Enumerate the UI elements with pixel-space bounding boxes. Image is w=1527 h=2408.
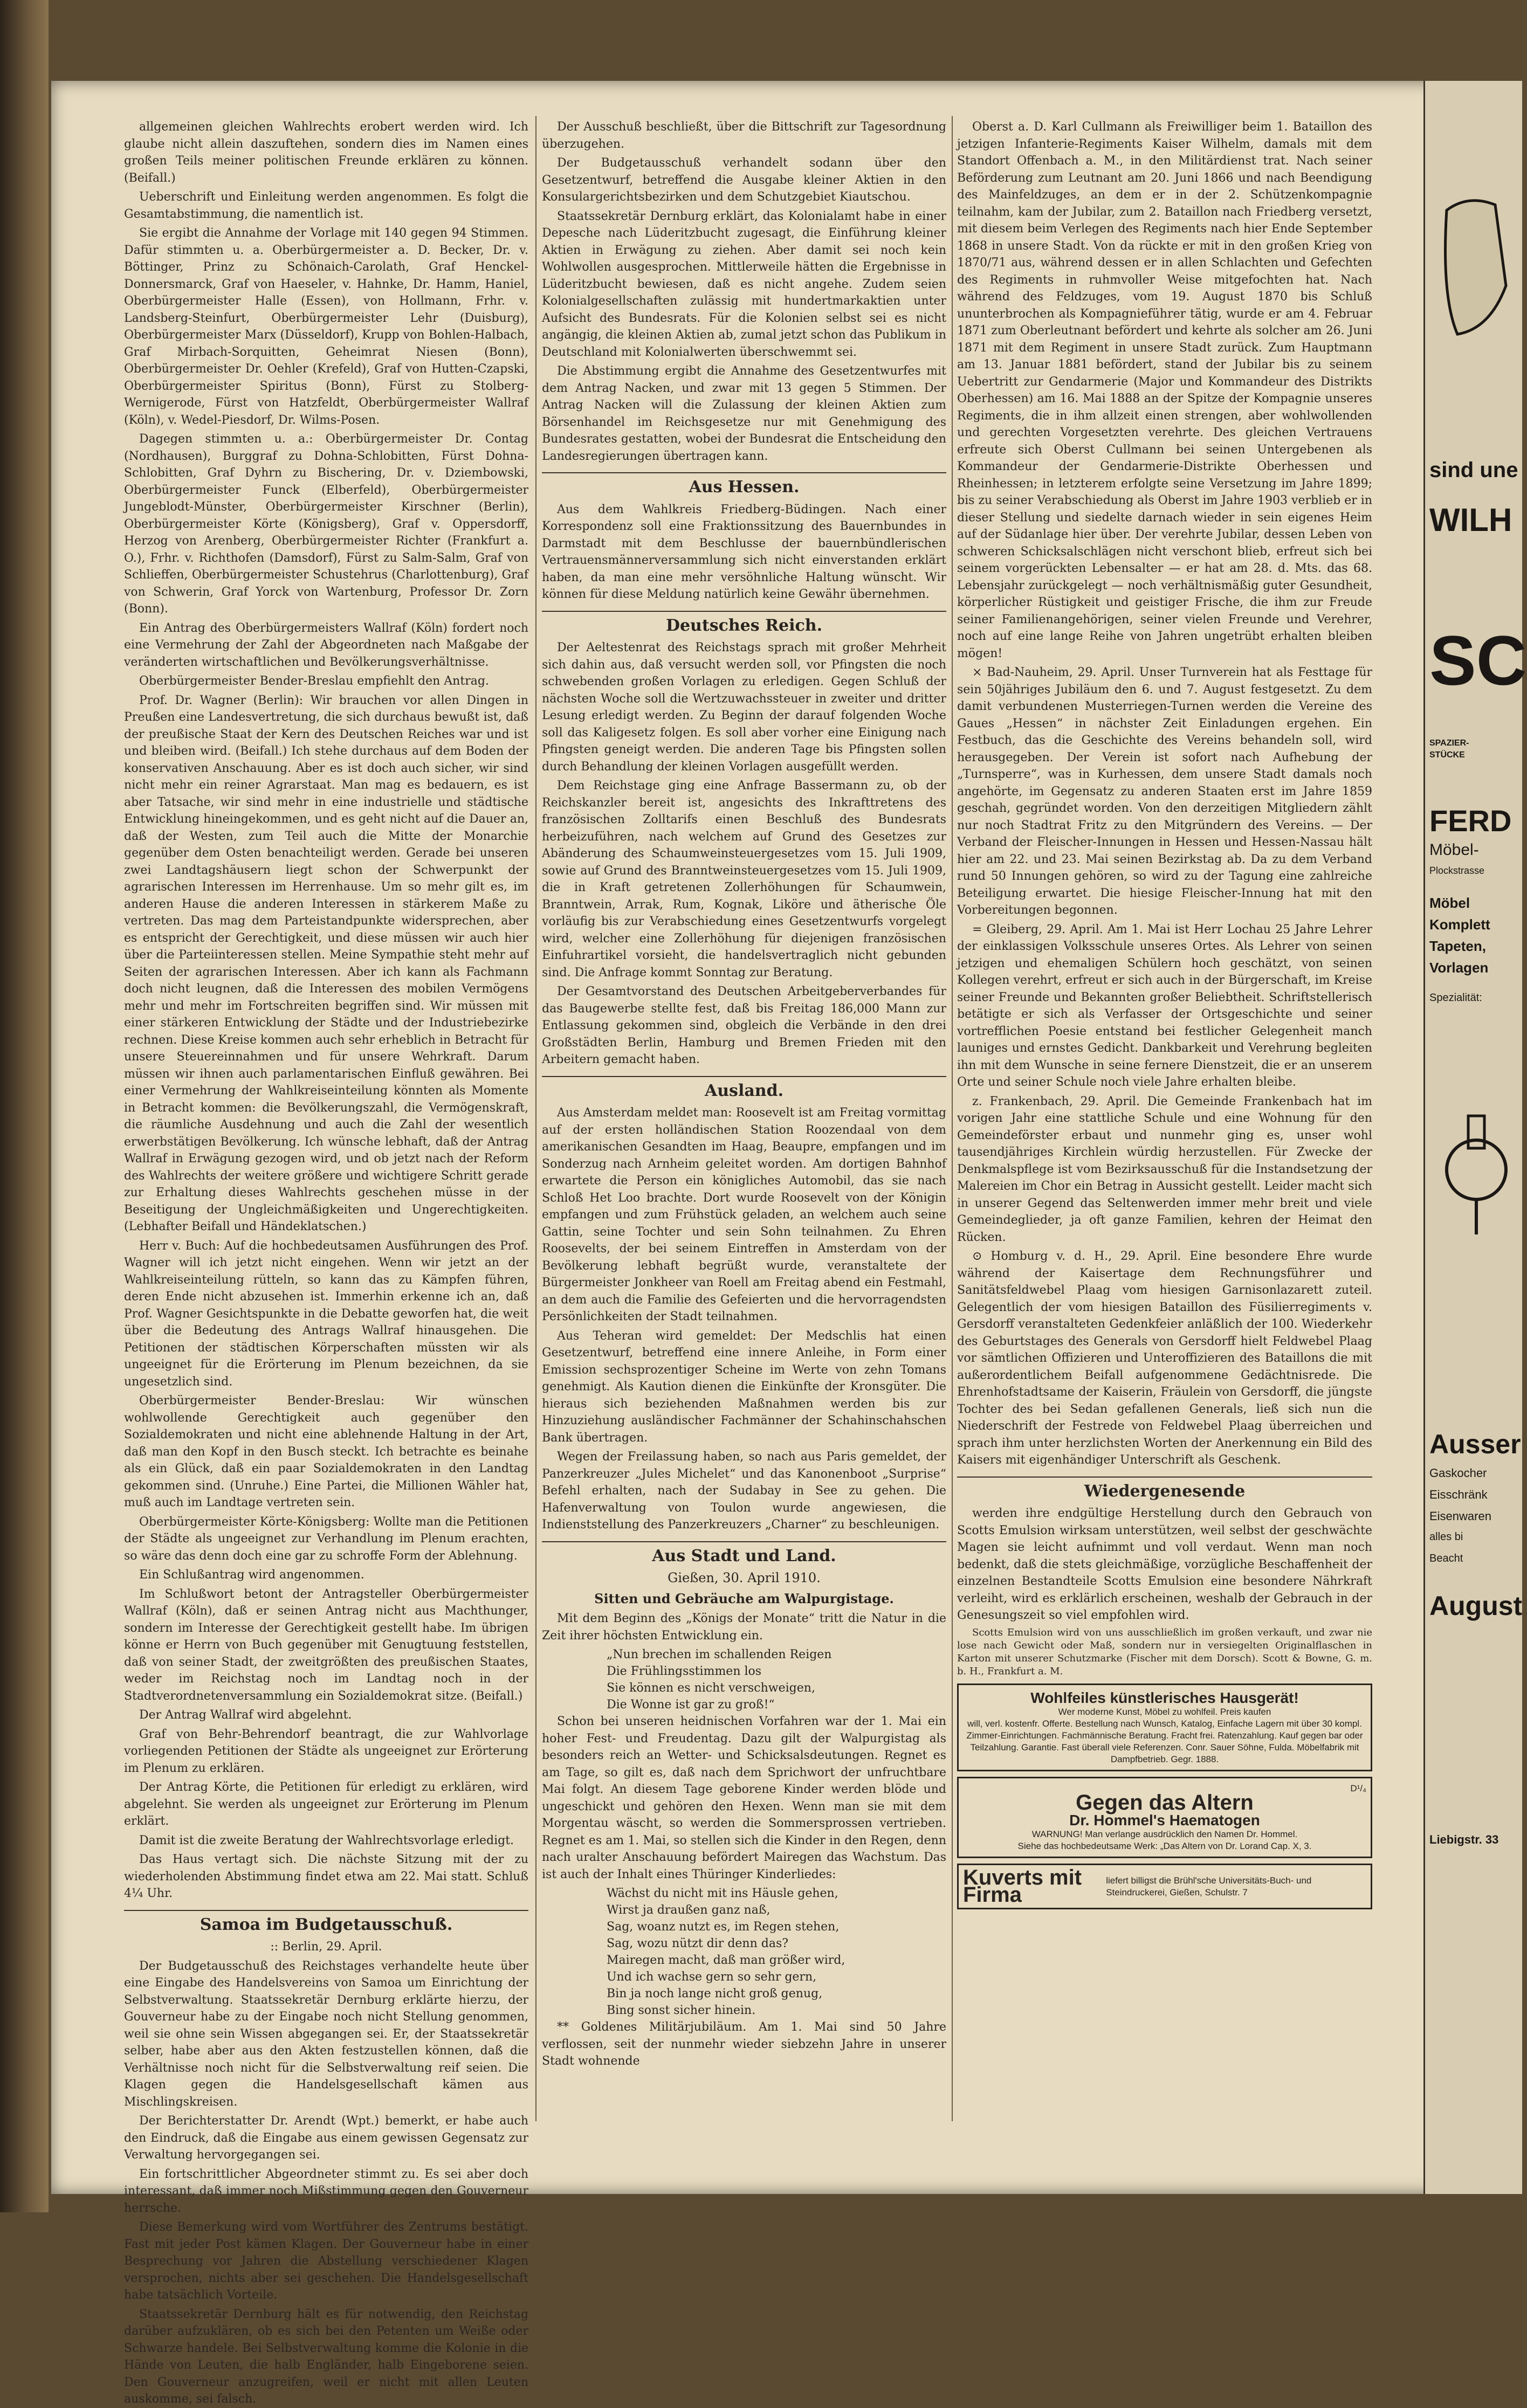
paragraph: Der Budgetausschuß des Reichstages verhandelte heute über eine Eingabe des Handelsvereins von Samoa um Einrichtung der Selbstverwaltung. Staatssekretär Dernburg erklärte hierzu, der Gouverneur habe zu der Eingabe noch nicht Stellung genommen, weil sie ohne sein Wissen abgegangen sei. Er, der Staatssekretär selber, habe aber aus den Akten festzustellen können, daß die Verhältnisse noch nicht für die Selbstverwaltung reif seien. Die Klagen gegen die Handelsgesellschaft kämen aus Mischlingskreisen.	[124, 1959, 528, 2109]
ad-fragment: SC	[1429, 621, 1527, 700]
ad-fragment: August	[1429, 1591, 1523, 1621]
ad-fragment: STÜCKE	[1429, 750, 1465, 760]
paragraph: Oberbürgermeister Bender-Breslau empfiehlt den Antrag.	[139, 674, 489, 688]
poem-line: Sag, woanz nutzt es, im Regen stehen,	[607, 1920, 840, 1934]
paragraph: Prof. Dr. Wagner (Berlin): Wir brauchen vor allen Dingen in Preußen eine Landesvertretung, die sich durchaus bewußt ist, daß der preußische Staat der Kern des Deutschen Reiches war und ist und bleiben wird. (Beifall.) Ich stehe durchaus auf dem Boden der konservativen Anschauung. Aber es ist doch auch sicher, wir sind nicht mehr ein reiner Agrarstaat. Man mag es bedauern, es ist aber Tatsache, wir sind mehr in eine industrielle und städtische Entwicklung hineingekommen, und es geht nicht auf die Dauer an, daß der Westen, zum Teil auch die Mitte der Monarchie gegenüber dem Osten benachteiligt werden. Gerade bei unseren zwei Landtagshäusern liegt schon der Schwerpunkt der agrarischen Interessen im Herrenhause. Um so mehr gilt es, im anderen Hause die anderen Interessen in stärkerem Maße zu vertreten. Das mag dem Parteistandpunkte widersprechen, aber es entspricht der Gerechtigkeit, und diese müssen wir auch hier über die Parteiinteressen stellen. Meine Sympathie steht mehr auf Seiten der agrarischen Interessen. Aber ich kann als Fachmann doch nicht leugnen, daß die Interessen des mobilen Vermögens mehr und mehr im Fortschreiten begriffen sind. Wir müssen mit einer stärkeren Entwicklung der Städte und der Industriebezirke rechnen. Diese Kreise kommen auch sehr erheblich in Betracht für unsere Steuereinnahmen und für unsere Wehrkraft. Darum müssen wir ihnen auch parlamentarischen Einfluß gewähren. Bei einer Vermehrung der Wahlkreiseinteilung könnten als Momente in Betracht kommen: die Bevölkerungszahl, die Vermögenskraft, die räumliche Ausdehnung und auch die Zahl der wesentlich erwerbstätigen Bevölkerung. Ich wünsche lebhaft, daß der Antrag Wallraf in Erwägung gezogen wird, und ob jetzt nach der Reform des Wahlrechts der weitere größere und wichtigere Schritt gerade zur Erhaltung dieses Wahlrechts geschehen müsse in der Beseitigung der Ungleichmäßigkeiten und Ungerechtigkeiten. (Lebhafter Beifall und Händeklatschen.)	[124, 693, 528, 1233]
column-3	[957, 119, 1372, 2124]
dateline: Gießen, 30. April 1910.	[668, 1570, 821, 1585]
ad-fragment: Beacht	[1429, 1553, 1463, 1564]
ad-fragment: sind une	[1429, 458, 1518, 482]
ad-fragment: Eisschränk	[1429, 1488, 1488, 1501]
ad-title: Gegen das Altern	[1076, 1791, 1254, 1814]
paragraph: Ueberschrift und Einleitung werden angenommen. Es folgt die Gesamtabstimmung, die namentlich ist.	[124, 190, 528, 221]
poem-line: Die Wonne ist gar zu groß!“	[607, 1698, 775, 1712]
paragraph: Wegen der Freilassung haben, so nach aus Paris gemeldet, der Panzerkreuzer „Jules Michelet“ und das Kanonenboot „Surprise“ Befehl erhalten, nach der Sudabay in See zu gehen. Die Hafenverwaltung von Toulon wurde angewiesen, die Indienststellung des Panzerkreuzers „Charner“ zu beschleunigen.	[542, 1450, 946, 1531]
section-heading-wiedergenesende: Wiedergenesende	[957, 1476, 1372, 1500]
paragraph: Damit ist die zweite Beratung der Wahlrechtsvorlage erledigt.	[139, 1833, 514, 1847]
adjacent-page-ads	[1423, 81, 1527, 2194]
column-rule-1	[535, 116, 536, 2121]
poem-line: Sag, wozu nützt dir denn das?	[607, 1937, 789, 1950]
ad-fragment: FERD	[1429, 804, 1512, 838]
ad-fragment: Tapeten,	[1429, 938, 1486, 954]
ad-fragment: Spezialität:	[1429, 992, 1482, 1004]
paragraph: Die Abstimmung ergibt die Annahme des Gesetzentwurfes mit dem Antrag Nacken, und zwar mit 13 gegen 5 Stimmen. Der Antrag Nacken will die Zulassung der kleinen Aktien zum Börsenhandel im Reichsgesetze nur mit Genehmigung des Bundesrates gestatten, wobei der Bundesrat die Entscheidung den Landesregierungen übertragen kann.	[542, 364, 946, 463]
ad-text: liefert billigst die Brühl'sche Universitäts-Buch- und Steindruckerei, Gießen, Schulstr. 7	[1106, 1875, 1312, 1898]
section-heading-stadt: Aus Stadt und Land.	[542, 1541, 946, 1565]
ad-fragment: alles bi	[1429, 1531, 1463, 1543]
section-heading-hessen: Aus Hessen.	[542, 472, 946, 496]
poem	[542, 1885, 946, 2019]
poem-line: „Nun brechen im schallenden Reigen	[607, 1648, 832, 1661]
paragraph: Der Aeltestenrat des Reichstags sprach mit großer Mehrheit sich dahin aus, daß versucht werden soll, vor Pfingsten die noch schwebenden großen Vorlagen zu erledigen. Gegen Schluß der nächsten Woche soll die Wertzuwachssteuer in zweiter und dritter Lesung erledigt werden. Zu Beginn der darauf folgenden Woche soll das Kaligesetz folgen. Es soll aber vorher eine Einigung nach Pfingsten geneigt werden. Die anderen Tage bis Pfingsten sollen durch Behandlung der kleinen Vorlagen ausgefüllt werden.	[542, 641, 946, 774]
paragraph: Der Antrag Körte, die Petitionen für erledigt zu erklären, wird abgelehnt. Sie werden als ungeeignet zur Erörterung im Plenum erklärt.	[124, 1781, 528, 1828]
paragraph: Ein fortschrittlicher Abgeordneter stimmt zu. Es sei aber doch interessant, daß immer noch Mißstimmung gegen den Gouverneur herrsche.	[124, 2167, 528, 2215]
paragraph: Aus Teheran wird gemeldet: Der Medschlis hat einen Gesetzentwurf, betreffend eine innere Anleihe, in Form einer Emission sechsprozentiger Scheine im Werte von zehn Tomans genehmigt. Als Kaution dienen die Einkünfte der Kronsgüter. Die hieraus sich beziehenden Maßnahmen werden bis zur Hinzuziehung ausländischer Fachmänner der Schahinschahschen Bank übertragen.	[542, 1329, 946, 1445]
paragraph: Mit dem Beginn des „Königs der Monate“ tritt die Natur in die Zeit ihrer höchsten Entwicklung ein.	[542, 1612, 946, 1643]
paragraph: Ein Schlußantrag wird angenommen.	[139, 1568, 364, 1582]
paragraph: Der Ausschuß beschließt, über die Bittschrift zur Tagesordnung überzugehen.	[542, 120, 946, 151]
paragraph: Oberbürgermeister Körte-Königsberg: Wollte man die Petitionen der Städte als ungeeignet zur Verhandlung im Plenum erachten, so wäre das denn doch eine gar zu schroffe Form der Ablehnung.	[124, 1515, 528, 1563]
poem	[542, 1646, 946, 1713]
dateline: :: Berlin, 29. April.	[270, 1940, 382, 1954]
paragraph: Graf von Behr-Behrendorf beantragt, die zur Wahlvorlage vorliegenden Petitionen der Städte als ungeeignet zur Erörterung im Plenum zu erklären.	[124, 1727, 528, 1775]
paragraph: werden ihre endgültige Herstellung durch den Gebrauch von Scotts Emulsion wirksam unterstützen, weil selbst der geschwächte Magen sie leicht aufnimmt und voll verdaut. Wenn man noch bedenkt, daß die stets gleichmäßige, vorzügliche Beschaffenheit der einzelnen Bestandteile Scotts Emulsion eine besondere Nährkraft verleiht, wird es erklärlich erscheinen, weshalb der Gebrauch in der Genesungszeit so viel empfohlen wird.	[957, 1507, 1372, 1622]
paragraph: Der Gesamtvorstand des Deutschen Arbeitgeberverbandes für das Baugewerbe stellte fest, daß bis Freitag 186,000 Mann zur Entlassung gekommen sind, obgleich die Verbände in den drei Großstädten Berlin, Hamburg und Bremen Frieden mit den Arbeitern gemacht haben.	[542, 985, 946, 1066]
ad-fragment: Möbel-	[1429, 841, 1479, 859]
paragraph: Oberst a. D. Karl Cullmann als Freiwilliger beim 1. Bataillon des jetzigen Infanterie-Regiments Kaiser Wilhelm, damals mit dem Standort Offenbach a. M., in den Militärdienst trat. Nach seiner Beförderung zum Leutnant am 20. Juni 1866 und nach Beendigung des Mainfeldzuges, an dem er in der 2. Schützenkompagnie teilnahm, kam der Jubilar, zum 2. Bataillon nach Friedberg versetzt, mit diesem beim Verlegen des Regiments nach hier Ende September 1868 in unsere Stadt. Von da rückte er mit in den großen Krieg von 1870/71 aus, während dessen er in allen Schlachten und Gefechten des Regiments in ruhmvoller Weise mitgefochten hat. Nach während des Feldzuges, vom 19. August 1870 bis Schluß ununterbrochen als Kompagnieführer tätig, wurde er am 4. Februar 1871 zum Oberleutnant befördert und kehrte als solcher am 26. Juni 1871 mit dem Regiment in unsere Stadt zurück. Zum Hauptmann am 13. Januar 1881 befördert, stand der Jubilar bis zu seinem Uebertritt zur Gendarmerie (Major und Kommandeur des Distrikts Oberhessen) am 16. Mai 1888 an der Spitze der Kompagnie unseres Regiments, die in ihm allzeit einen strengen, aber wohlwollenden und gerechten Vorgesetzten verehrte. Des gleichen Vertrauens erfreute sich Oberst Cullmann bei seinen Untergebenen als Kommandeur der Gendarmerie-Distrikte Oberhessen und Rheinhessen; in letzterem erfolgte seine Versetzung im Jahre 1899; bis zu seiner Verabschiedung als Oberst im Jahre 1903 verblieb er in dieser Stellung und siedelte darnach wieder in sein eigenes Heim auf der Südanlage hier über. Der verehrte Jubilar, dessen Leben von schweren Schicksalschlägen nicht verschont blieb, erfreut sich bei seinem vorgerückten Lebensalter — er hat am 28. d. Mts. das 68. Lebensjahr zurückgelegt — noch verhältnismäßig guter Gesundheit, körperlicher Rüstigkeit und geistiger Frische, die ihm zur Freude seiner Familienangehörigen, seiner vielen Freunde und Verehrer, noch auf eine lange Reihe von Jahren ungetrübt erhalten bleiben mögen!	[957, 120, 1372, 660]
meat-grinder-illustration-icon	[1436, 1105, 1517, 1245]
paragraph: Diese Bemerkung wird vom Wortführer des Zentrums bestätigt. Fast mit jeder Post kämen Klagen. Der Gouverneur habe in einer Besprechung vor Jahren die Abstellung verschiedener Klagen versprochen, nichts aber sei geschehen. Die Handelsgesellschaft habe tatsächlich Vorteile.	[124, 2220, 528, 2302]
paragraph: Scotts Emulsion wird von uns ausschließlich im großen verkauft, und zwar nie lose nach Gewicht oder Maß, sondern nur in versiegelten Originalflaschen in Karton mit unserer Schutzmarke (Fischer mit dem Dorsch). Scott & Bowne, G. m. b. H., Frankfurt a. M.	[957, 1626, 1372, 1677]
shoe-illustration-icon	[1436, 189, 1517, 350]
ad-fragment: SPAZIER-	[1429, 739, 1469, 748]
poem-line: Wächst du nicht mit ins Häusle gehen,	[607, 1887, 838, 1900]
paragraph: Sie ergibt die Annahme der Vorlage mit 140 gegen 94 Stimmen. Dafür stimmten u. a. Oberbürgermeister a. D. Becker, Dr. v. Böttinger, Prinz zu Schönaich-Carolath, Graf Henckel-Donnersmarck, Graf von Haeseler, v. Hahnke, Dr. Hamm, Haniel, Oberbürgermeister Halle (Essen), von Hollmann, Frhr. v. Landsberg-Steinfurt, Oberbürgermeister Lehr (Duisburg), Oberbürgermeister Marx (Düsseldorf), Krupp von Bohlen-Halbach, Graf Mirbach-Sorquitten, Geheimrat Niesen (Bonn), Oberbürgermeister Dr. Oehler (Krefeld), Graf von Hutten-Czapski, Oberbürgermeister Spiritus (Bonn), Fürst zu Stolberg-Wernigerode, Fürst von Hatzfeldt, Oberbürgermeister Wallraf (Köln), v. Wedel-Piesdorf, Dr. Wilms-Posen.	[124, 226, 528, 427]
paragraph: Dem Reichstage ging eine Anfrage Bassermann zu, ob der Reichskanzler bereit ist, angesichts des Inkrafttretens des französischen Zolltarifs einen Beschluß des Bundesrats herbeizuführen, nach welchem auf Grund des Gesetzes zur Abänderung des Schaumweinsteuergesetzes vom 15. Juli 1909, sowie auf Grund des Branntweinsteuergesetzes vom 15. Juli 1909, die in Kraft getretenen Zollerhöhungen für Schaumwein, Branntwein, Arrak, Rum, Kognak, Liköre und ätherische Öle vorläufig bis zur Verabschiedung eines Gesetzentwurfs vorgelegt wird, welcher eine Zollerhöhung für diejenigen französischen Einfuhrartikel vorsieht, die handelsvertraglich nicht gebunden sind. Die Anfrage kommt Sonntag zur Beratung.	[542, 779, 946, 979]
ad-title: Kuverts mit Firma	[963, 1866, 1082, 1907]
advertisement-haematogen	[957, 1777, 1372, 1858]
column-1	[124, 119, 528, 2406]
paragraph: ** Goldenes Militärjubiläum. Am 1. Mai sind 50 Jahre verflossen, seit der nunmehr wieder siebzehn Jahre in unserer Stadt wohnende	[542, 2020, 946, 2068]
ad-fragment: Gaskocher	[1429, 1466, 1487, 1480]
poem-line: Bin ja noch lange nicht groß genug,	[607, 1987, 823, 2000]
ad-fragment: Möbel	[1429, 895, 1470, 911]
paragraph: Im Schlußwort betont der Antragsteller Oberbürgermeister Wallraf (Köln), daß er seinen Antrag nicht aus Machthunger, sondern im Interesse der Gerechtigkeit gestellt habe. Im übrigen könne er Herrn von Buch gegenüber mit Genugtuung feststellen, daß von seiner Stadt, der zweitgrößten des preußischen Staates, weder im Reichstag noch im Landtag noch in der Stadtverordnetenversammlung ein Sozialdemokrat sitze. (Beifall.)	[124, 1587, 528, 1703]
paragraph: Staatssekretär Dernburg hält es für notwendig, den Reichstag darüber aufzuklären, ob es sich bei den Petenten um Weiße oder Schwarze handele. Bei Selbstverwaltung komme die Kolonie in die Hände von Leuten, die halb Engländer, halb Eingeborene seien. Den Gouverneur anzugreifen, weil er nicht mit allen Leuten auskomme, sei falsch.	[124, 2307, 528, 2406]
poem-line: Sie können es nicht verschweigen,	[607, 1681, 815, 1695]
section-heading-reich: Deutsches Reich.	[542, 611, 946, 634]
poem-line: Wirst ja draußen ganz naß,	[607, 1903, 771, 1917]
poem-line: Die Frühlingsstimmen los	[607, 1665, 762, 1678]
paragraph: Aus Amsterdam meldet man: Roosevelt ist am Freitag vormittag auf der ersten holländischen Station Roozendaal von dem amerikanischen Gesandten im Haag, Beaupre, empfangen und im Sonderzug nach Arnheim geleitet worden. Am dortigen Bahnhof erwartete die Person ein königliches Automobil, das sie nach Schloß Het Loo brachte. Dort wurde Roosevelt von der Königin empfangen und zum Frühstück geladen, an welchem auch seine Gattin, seine Tochter und sein Sohn teilnahmen. Zu Ehren Roosevelts, der bei seinem Eintreffen in Amsterdam von der Bevölkerung lebhaft begrüßt wurde, veranstaltete der Bürgermeister Jonkheer van Roell am Freitag abend ein Festmahl, an dem auch die Familie des Gefeierten und die hervorragendsten Persönlichkeiten der Stadt teilnahmen.	[542, 1106, 946, 1323]
paragraph: z. Frankenbach, 29. April. Die Gemeinde Frankenbach hat im vorigen Jahr eine stattliche Schule und eine Wohnung für den Gemeindeförster erbaut und nunmehr ging es, unser wohl tausendjähriges Kirchlein würdig herzustellen. Für Zwecke der Denkmalspflege ist vom Bezirksausschuß für die Instandsetzung der Malereien im Chor ein Betrag in Aussicht gestellt. Leider macht sich in unserer Gegend das Seltenwerden immer mehr breit und viele Gemeindeglieder, ja oft ganze Familien, kehren der Heimat den Rücken.	[957, 1094, 1372, 1244]
ad-fragment: Komplett	[1429, 916, 1490, 933]
ad-product: Dr. Hommel's Haematogen	[1069, 1811, 1260, 1829]
paragraph: Herr v. Buch: Auf die hochbedeutsamen Ausführungen des Prof. Wagner will ich jetzt nicht eingehen. Wenn wir jetzt an der Wahlkreiseinteilung rütteln, so kann das zu Kämpfen führen, deren Ende nicht abzusehen ist. Immerhin erkenne ich an, daß Prof. Wagner Gesichtspunkte in die Debatte geworfen hat, die weit über die Bedeutung des Antrags Wallraf hinausgehen. Die Petitionen der städtischen Körperschaften müssten wir als ungeeignet für die Erörterung im Plenum bezeichnen, da sie ungesetzlich sind.	[124, 1239, 528, 1389]
paragraph: ⊙ Homburg v. d. H., 29. April. Eine besondere Ehre wurde während der Kaisertage dem Rechnungsführer und Sanitätsfeldwebel Plaag vom hiesigen Garnisonlazarett zuteil. Gelegentlich der vom hiesigen Bataillon des Füsilierregiments v. Gersdorff veranstalteten Gedenkfeier anläßlich der 100. Wiederkehr des Geburtstages des Generals von Gersdorff hielt Feldwebel Plaag vor sämtlichen Offizieren und Unteroffizieren des Bataillons die mit außerordentlichem Beifall aufgenommene Gedächtnisrede. Die Ehrenhofstadtsame der Kaiserin, Fräulein von Gersdorff, die jüngste Tochter des bei Sedan gefallenen Generals, ließ sich nun die Niederschrift der Festrede von Feldwebel Plaag überreichen und sprach ihm unter herzlichsten Worten der Anerkennung ein Bild des Kaisers mit eigenhändiger Unterschrift als Geschenk.	[957, 1250, 1372, 1467]
ad-warning: WARNUNG! Man verlange ausdrücklich den Namen Dr. Hommel.	[1031, 1829, 1298, 1839]
advertisement-kuverts	[957, 1864, 1372, 1909]
ad-fragment: Ausser	[1429, 1429, 1521, 1459]
column-rule-2	[952, 116, 953, 2121]
paragraph: Der Antrag Wallraf wird abgelehnt.	[139, 1708, 352, 1722]
paragraph: Der Budgetausschuß verhandelt sodann über den Gesetzentwurf, betreffend die Ausgabe kleiner Aktien in den Konsulargerichtsbezirken und dem Schutzgebiet Kiautschou.	[542, 156, 946, 204]
column-2	[542, 119, 946, 2124]
poem-line: Bing sonst sicher hinein.	[607, 2004, 756, 2017]
paragraph: Der Berichterstatter Dr. Arendt (Wpt.) bemerkt, er habe auch den Eindruck, daß die Eingabe aus einem gewissen Gegensatz zur Verwaltung hervorgegangen sei.	[124, 2114, 528, 2162]
ad-aside: Wer moderne Kunst, Möbel zu wohlfeil. Preis kaufen	[1058, 1707, 1271, 1717]
paragraph: Das Haus vertagt sich. Die nächste Sitzung mit der zu wiederholenden Abstimmung findet etwa am 22. Mai statt. Schluß 4¼ Uhr.	[124, 1853, 528, 1900]
ad-fragment: Liebigstr. 33	[1429, 1833, 1499, 1846]
poem-line: Mairegen macht, daß man größer wird,	[607, 1954, 845, 1967]
paragraph: Dagegen stimmten u. a.: Oberbürgermeister Dr. Contag (Nordhausen), Burggraf zu Dohna-Schlobitten, Fürst Dohna-Schlobitten, Graf Dyhrn zu Bischering, Dr. v. Dziembowski, Oberbürgermeister Funck (Elberfeld), Oberbürgermeister Jungeblodt-Münster, Oberbürgermeister Kirschner (Berlin), Oberbürgermeister Körte (Königsberg), Graf v. Oppersdorff, Herzog von Arenberg, Oberbürgermeister Richter (Frankfurt a. O.), Frhr. v. Richthofen (Damsdorf), Fürst zu Salm-Salm, Graf von Schlieffen, Oberbürgermeister Schustehrus (Charlottenburg), Graf von Schwerin, Graf Yorck von Wartenburg, Professor Dr. Zorn (Bonn).	[124, 432, 528, 616]
ad-fragment: Eisenwaren	[1429, 1509, 1491, 1523]
paragraph: Oberbürgermeister Bender-Breslau: Wir wünschen wohlwollende Gerechtigkeit auch gegenüber den Sozialdemokraten und nicht eine ablehnende Haltung in der Art, daß man den Kopf in den Busch steckt. Ich betrachte es beinahe als ein Glück, daß ein paar Sozialdemokraten in den Landtag gekommen sind. (Unruhe.) Eine Partei, die Millionen Wähler hat, muß auch im Landtage vertreten sein.	[124, 1394, 528, 1509]
paragraph: = Gleiberg, 29. April. Am 1. Mai ist Herr Lochau 25 Jahre Lehrer der einklassigen Volksschule unseres Ortes. Als Lehrer von seinen jetzigen und ehemaligen Schülern hoch geschätzt, von seinen Kollegen verehrt, erfreut er sich auch in der Bürgerschaft, im Kreise seiner Freunde und Bekannten großer Beliebtheit. Schriftstellerisch betätigte er sich als Verfasser der Ortsgeschichte und seiner vortrefflichen Poesie entstand bei festlicher Gelegenheit manch launiges und ernstes Gedicht. Dankbarkeit und Verehrung begleiten ihn mit dem Wunsche in seine fernere Dienstzeit, die er an unserem Orte und seiner Schule noch viele Jahre erhalten bleibe.	[957, 922, 1372, 1089]
ad-fragment: WILH	[1429, 502, 1512, 538]
subheading-walpurgis: Sitten und Gebräuche am Walpurgistage.	[594, 1590, 894, 1606]
prussian-house-report	[124, 119, 528, 1902]
paragraph: × Bad-Nauheim, 29. April. Unser Turnverein hat als Festtage für sein 50jähriges Jubiläum den 6. und 7. August festgesetzt. Zu dem damit verbundenen Musterriegen-Turnen werden die Vereine des Gaues „Hessen“ in nächster Zeit Einladungen ergehen. Ein Festbuch, das die Geschichte des Vereins behandeln soll, wird herausgegeben. Der Verein ist sofort nach Aufhebung der „Turnsperre“, was in Kurhessen, dem unsere Stadt damals noch angehörte, im Gegensatz zu anderen Staaten erst im Jahre 1859 geschah, gegründet worden. Von den derzeitigen Mitgliedern zählt nur noch Stadtrat Fritz zu den Mitgründern des Vereins. — Der Verband der Fleischer-Innungen in Hessen und Hessen-Nassau hält hier am 22. und 23. Mai seinen Bezirkstag ab. Da zu dem Verband rund 50 Innungen gehören, so wird zu der Tagung eine zahlreiche Beteiligung erwartet. Die hiesige Fleischer-Innung hat mit den Vorbereitungen begonnen.	[957, 666, 1372, 917]
ad-fragment: Vorlagen	[1429, 960, 1489, 976]
ad-fragment: Plockstrasse	[1429, 865, 1485, 876]
ad-text: Siehe das hochbedeutsame Werk: „Das Altern von Dr. Lorand Cap. X, 3.	[1017, 1841, 1312, 1851]
paragraph: Aus dem Wahlkreis Friedberg-Büdingen. Nach einer Korrespondenz soll eine Fraktionssitzung des Bauernbundes in Darmstadt mit dem Beschlusse der bauernbündlerischen Vertrauensmännerversammlung sich nicht einverstanden erklärt haben, da man eine mehr versöhnliche Haltung wünscht. Wir können für diese Meldung natürlich keine Gewähr übernehmen.	[542, 502, 946, 601]
paragraph: Staatssekretär Dernburg erklärt, das Kolonialamt habe in einer Depesche nach Lüderitzbucht zugesagt, die Einführung kleiner Aktien in Erwägung zu ziehen. Aber damit sei noch kein Wohlwollen ausgesprochen. Mittlerweile hätten die Ergebnisse in Lüderitzbucht bewiesen, daß es nicht angehe. Zudem seien Kolonialgesellschaften zulässig mit hundertmarkaktien unter Aufsicht des Bundesrats. Für die Kolonien selbst sei es nicht angängig, die kleinen Aktien ab, zumal jetzt schon das Publikum in Deutschland mit Kolonialwerten überschwemmt sei.	[542, 209, 946, 359]
book-spine	[0, 0, 49, 2212]
ad-corner-mark: D¹/₄	[1350, 1783, 1366, 1793]
paragraph: Schon bei unseren heidnischen Vorfahren war der 1. Mai ein hoher Fest- und Freudentag. Dazu gilt der Walpurgistag als besonders reich an Wetter- und Schicksalsdeutungen. Regnet es am Tage, so gilt es, daß nach dem Sprichwort der unfruchtbare Mai folgt. An diesem Tage geborene Kinder werden blöde und ungeschickt und gehören den Hexen. Wenn man sie mit dem Morgentau wäscht, so werden die Sommersprossen vertrieben. Regnet es am 1. Mai, so stellen sich die Kinder in den Regen, denn nach uralter Anschauung befördert Mairegen das Wachstum. Das ist auch der Inhalt eines Thüringer Kinderliedes:	[542, 1715, 946, 1881]
ad-text: will, verl. kostenfr. Offerte. Bestellung nach Wunsch, Katalog, Einfache Lagern mit über 30 kompl. Zimmer-Einrichtungen. Fachmännische Beratung. Fracht frei. Ratenzahlung. Kauf gegen bar oder Teilzahlung. Garantie. Fast überall viele Referenzen. Conr. Sauer Söhne, Fulda. Möbelfabrik mit Dampfbetrieb. Gegr. 1888.	[966, 1719, 1363, 1764]
advertisement-hausgeraet	[957, 1683, 1372, 1772]
paragraph: allgemeinen gleichen Wahlrechts erobert werden wird. Ich glaube nicht allein daszuftehen, sondern dies im Namen eines großen Teils meiner politischen Freunde erklären zu können. (Beifall.)	[124, 120, 528, 185]
ad-title: Wohlfeiles künstlerisches Hausgerät!	[1030, 1689, 1299, 1706]
section-heading-samoa: Samoa im Budgetausschuß.	[124, 1910, 528, 1934]
section-heading-ausland: Ausland.	[542, 1076, 946, 1100]
poem-line: Und ich wachse gern so sehr gern,	[607, 1970, 817, 1984]
paragraph: Ein Antrag des Oberbürgermeisters Wallraf (Köln) fordert noch eine Vermehrung der Zahl der Abgeordneten nach Maßgabe der veränderten wirtschaftlichen und Bevölkerungsverhältnisse.	[124, 621, 528, 669]
